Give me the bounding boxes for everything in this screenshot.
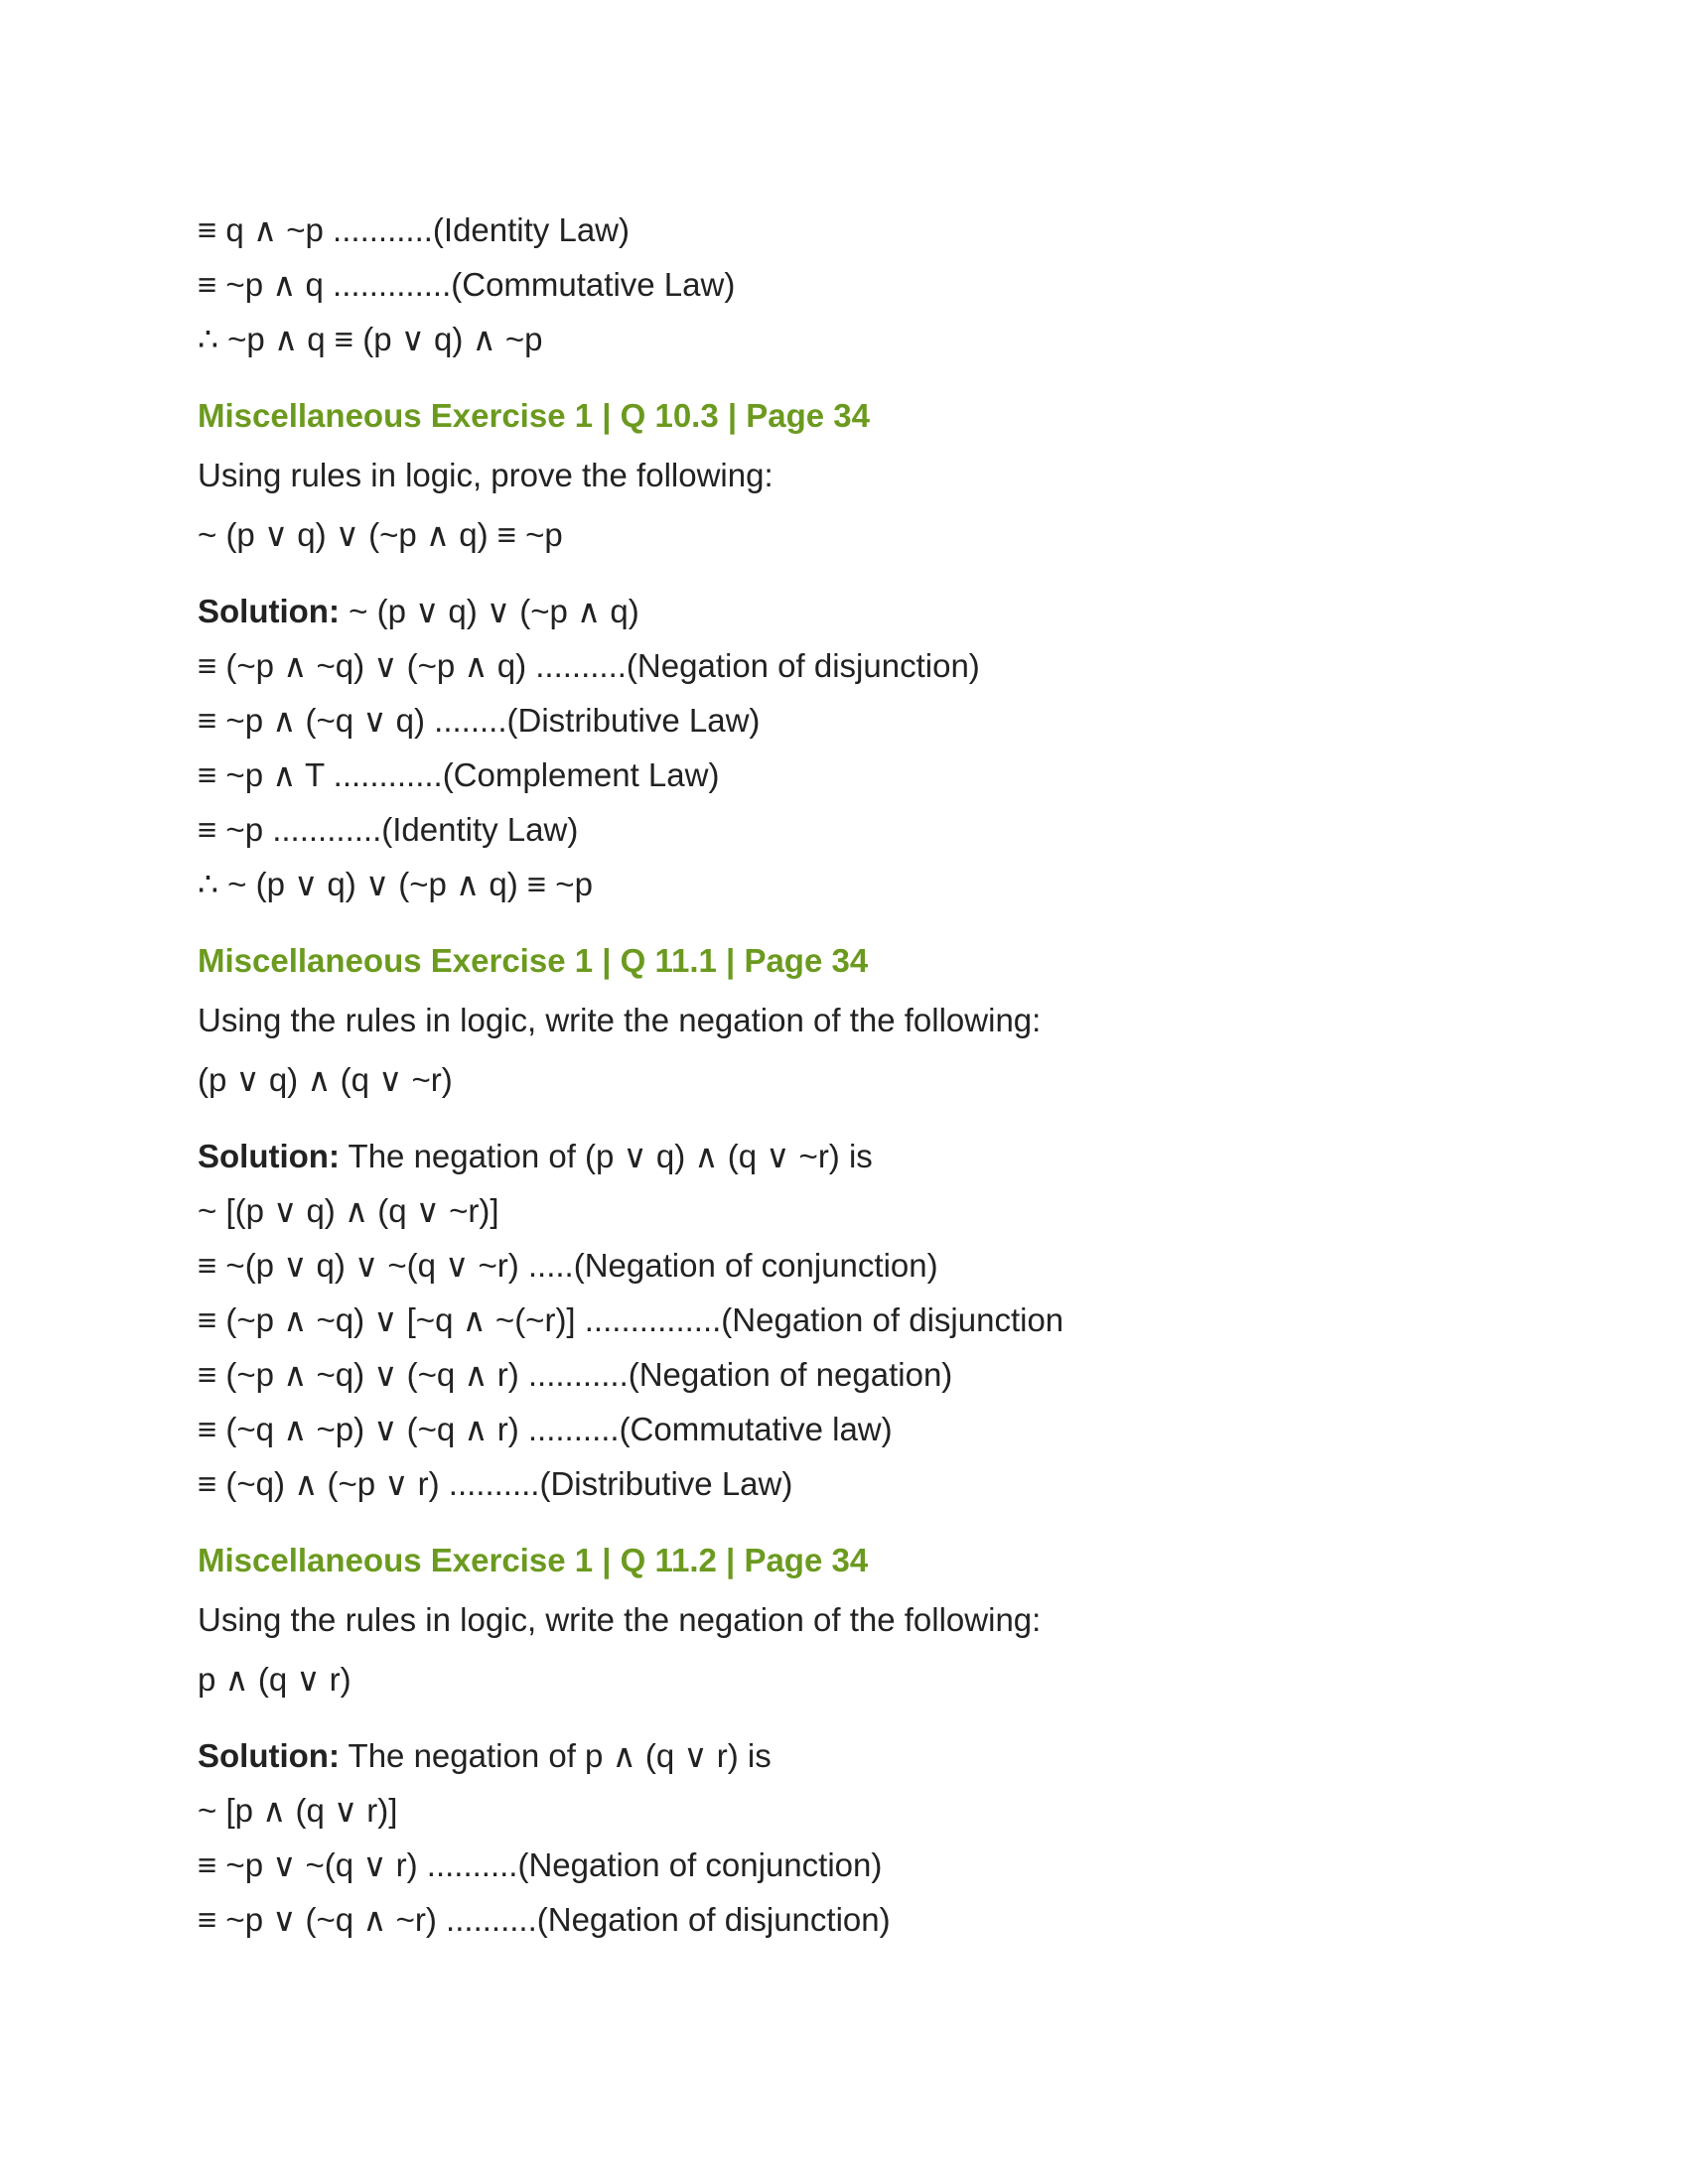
question-heading: Miscellaneous Exercise 1 | Q 11.2 | Page 34 [198, 1542, 869, 1578]
proof-step: ≡ ~(p ∨ q) ∨ ~(q ∨ ~r) .....(Negation of conjunction) [198, 1247, 938, 1284]
solution-label: Solution: [198, 593, 340, 629]
proof-step: ≡ (~p ∧ ~q) ∨ [~q ∧ ~(~r)] ...............(Negation of disjunction [198, 1301, 1064, 1338]
proof-step: ≡ (~q) ∧ (~p ∨ r) ..........(Distributive Law) [198, 1465, 793, 1502]
proof-step: ~ [(p ∨ q) ∧ (q ∨ ~r)] [198, 1192, 499, 1229]
proof-conclusion: ∴ ~p ∧ q ≡ (p ∨ q) ∧ ~p [198, 321, 543, 357]
proof-step: ≡ (~p ∧ ~q) ∨ (~p ∧ q) ..........(Negation of disjunction) [198, 647, 980, 684]
solution-text: ~ (p ∨ q) ∨ (~p ∧ q) [339, 593, 639, 629]
proof-step: ≡ q ∧ ~p ...........(Identity Law) [198, 211, 630, 248]
solution-text: The negation of (p ∨ q) ∧ (q ∨ ~r) is [339, 1138, 873, 1174]
proof-step: ≡ ~p ............(Identity Law) [198, 811, 579, 848]
proof-step: ≡ ~p ∧ T ............(Complement Law) [198, 756, 720, 793]
question-heading: Miscellaneous Exercise 1 | Q 11.1 | Page 34 [198, 942, 869, 979]
solution-line [198, 1129, 1488, 1183]
proof-conclusion: ∴ ~ (p ∨ q) ∨ (~p ∧ q) ≡ ~p [198, 866, 593, 902]
solution-line [198, 584, 1488, 638]
proof-step: ≡ ~p ∧ q .............(Commutative Law) [198, 266, 736, 303]
question-statement: (p ∨ q) ∧ (q ∨ ~r) [198, 1061, 453, 1098]
proof-step: ≡ ~p ∧ (~q ∨ q) ........(Distributive Law) [198, 702, 761, 739]
question-instruction: Using the rules in logic, write the negation of the following: [198, 1002, 1042, 1038]
proof-step: ≡ ~p ∨ (~q ∧ ~r) ..........(Negation of disjunction) [198, 1901, 891, 1938]
question-heading: Miscellaneous Exercise 1 | Q 10.3 | Page 34 [198, 397, 871, 434]
document-content [198, 203, 1488, 1947]
solution-label: Solution: [198, 1138, 340, 1174]
solution-label: Solution: [198, 1737, 340, 1774]
question-statement: ~ (p ∨ q) ∨ (~p ∧ q) ≡ ~p [198, 516, 563, 553]
proof-step: ≡ (~q ∧ ~p) ∨ (~q ∧ r) ..........(Commutative law) [198, 1411, 893, 1447]
proof-step: ≡ ~p ∨ ~(q ∨ r) ..........(Negation of conjunction) [198, 1846, 883, 1883]
question-statement: p ∧ (q ∨ r) [198, 1661, 352, 1698]
proof-step: ≡ (~p ∧ ~q) ∨ (~q ∧ r) ...........(Negation of negation) [198, 1356, 953, 1393]
question-instruction: Using rules in logic, prove the following: [198, 457, 774, 493]
proof-step: ~ [p ∧ (q ∨ r)] [198, 1792, 398, 1829]
solution-text: The negation of p ∧ (q ∨ r) is [339, 1737, 772, 1774]
question-instruction: Using the rules in logic, write the negation of the following: [198, 1601, 1042, 1638]
solution-line [198, 1728, 1488, 1783]
